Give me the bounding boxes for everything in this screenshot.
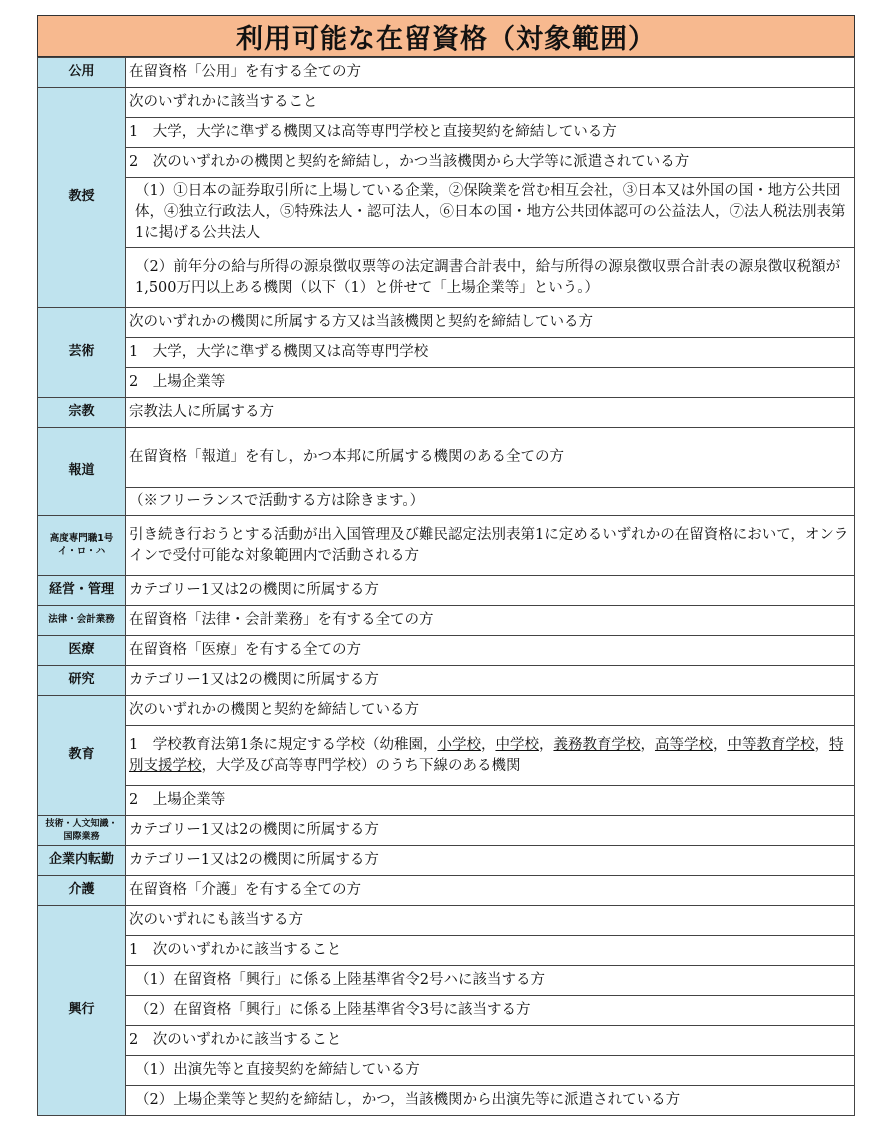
category-label: 経営・管理 [48, 582, 114, 598]
table-row [38, 1086, 855, 1116]
detail-cell: 次のいずれかの機関と契約を締結している方 [126, 696, 855, 726]
underlined-school-type: 小学校 [437, 736, 481, 753]
table-row [38, 696, 855, 726]
detail-cell: （2）在留資格「興行」に係る上陸基準省令3号に該当する方 [126, 996, 855, 1026]
category-cell [38, 428, 126, 516]
detail-cell: 宗教法人に所属する方 [126, 398, 855, 428]
detail-cell: カテゴリー1又は2の機関に所属する方 [126, 816, 855, 846]
detail-cell: 1 大学，大学に準ずる機関又は高等専門学校 [126, 338, 855, 368]
detail-cell: 2 上場企業等 [126, 368, 855, 398]
category-label: 宗教 [68, 404, 95, 420]
category-label: 医療 [68, 642, 95, 658]
table-row [38, 846, 855, 876]
detail-cell: 1 次のいずれかに該当すること [126, 936, 855, 966]
table-row [38, 308, 855, 338]
table-row [38, 488, 855, 516]
category-cell [38, 58, 126, 88]
detail-cell: 在留資格「公用」を有する全ての方 [126, 58, 855, 88]
sheet-title: 利用可能な在留資格（対象範囲） [37, 15, 855, 57]
table-row [38, 398, 855, 428]
detail-cell: 1 大学，大学に準ずる機関又は高等専門学校と直接契約を締結している方 [126, 118, 855, 148]
category-label: 介護 [68, 882, 95, 898]
detail-cell: （2）前年分の給与所得の源泉徴収票等の法定調書合計表中，給与所得の源泉徴収票合計表の源泉徴収税額が1,500万円以上ある機関（以下（1）と併せて「上場企業等」という。） [126, 248, 855, 308]
category-cell [38, 88, 126, 308]
table-row [38, 666, 855, 696]
category-label: 教授 [68, 189, 95, 205]
detail-cell: （1）在留資格「興行」に係る上陸基準省令2号ハに該当する方 [126, 966, 855, 996]
detail-text: ， [712, 736, 728, 753]
table-row [38, 606, 855, 636]
detail-cell: 在留資格「介護」を有する全ての方 [126, 876, 855, 906]
table-row [38, 58, 855, 88]
table-row [38, 876, 855, 906]
table-row [38, 338, 855, 368]
detail-text: ， [538, 736, 554, 753]
table-row [38, 936, 855, 966]
category-cell [38, 846, 126, 876]
table-row [38, 368, 855, 398]
detail-text: ， [640, 736, 655, 753]
underlined-school-type: 高等学校 [654, 736, 713, 753]
eligibility-sheet [37, 15, 855, 1116]
table-row [38, 178, 855, 248]
category-label: 公用 [68, 64, 95, 80]
category-label-line2: 国際業務 [63, 831, 100, 842]
underlined-school-type: 義務教育学校 [553, 736, 641, 753]
table-row [38, 118, 855, 148]
detail-cell: 次のいずれかの機関に所属する方又は当該機関と契約を締結している方 [126, 308, 855, 338]
eligibility-table [37, 57, 855, 1116]
table-row [38, 428, 855, 488]
category-label: 技術・人文知識・ [45, 819, 118, 830]
underlined-school-type: 中等教育学校 [727, 736, 815, 753]
underlined-school-type: 中学校 [495, 736, 539, 753]
category-label: 興行 [68, 1002, 95, 1018]
detail-cell: 次のいずれにも該当する方 [126, 906, 855, 936]
table-row [38, 1026, 855, 1056]
detail-cell: カテゴリー1又は2の機関に所属する方 [126, 666, 855, 696]
category-cell [38, 308, 126, 398]
detail-cell: 次のいずれかに該当すること [126, 88, 855, 118]
category-label: 芸術 [68, 344, 95, 360]
detail-cell: 在留資格「医療」を有する全ての方 [126, 636, 855, 666]
table-row [38, 248, 855, 308]
detail-text: ，大学及び高等専門学校）のうち下線のある機関 [201, 757, 521, 774]
table-row [38, 148, 855, 178]
detail-cell: 2 次のいずれかに該当すること [126, 1026, 855, 1056]
detail-cell: （2）上場企業等と契約を締結し，かつ，当該機関から出演先等に派遣されている方 [126, 1086, 855, 1116]
category-cell [38, 816, 126, 846]
category-label-line2: イ・ロ・ハ [57, 545, 106, 557]
detail-cell: （1）①日本の証券取引所に上場している企業，②保険業を営む相互会社，③日本又は外国の国・地方公共団体，④独立行政法人，⑤特殊法人・認可法人，⑥日本の国・地方公共団体認可の公益法人，⑦法人税法別表第1に掲げる公共法人 [126, 178, 855, 248]
table-row [38, 906, 855, 936]
category-cell [38, 398, 126, 428]
table-row [38, 88, 855, 118]
table-row [38, 726, 855, 786]
table-row [38, 996, 855, 1026]
category-cell [38, 696, 126, 816]
table-row [38, 1056, 855, 1086]
category-cell [38, 906, 126, 1116]
detail-cell: 2 次のいずれかの機関と契約を締結し，かつ当該機関から大学等に派遣されている方 [126, 148, 855, 178]
category-cell [38, 576, 126, 606]
detail-text: ， [480, 736, 496, 753]
category-label: 高度専門職1号 [49, 532, 114, 544]
table-row [38, 966, 855, 996]
category-cell [38, 666, 126, 696]
category-cell [38, 876, 126, 906]
table-row [38, 576, 855, 606]
category-label: 教育 [68, 747, 95, 763]
detail-cell: カテゴリー1又は2の機関に所属する方 [126, 576, 855, 606]
detail-cell: カテゴリー1又は2の機関に所属する方 [126, 846, 855, 876]
category-label: 研究 [68, 672, 95, 688]
detail-text: 1 学校教育法第1条に規定する学校（幼稚園， [129, 736, 438, 753]
table-row [38, 636, 855, 666]
detail-cell: 引き続き行おうとする活動が出入国管理及び難民認定法別表第1に定めるいずれかの在留資格において，オンラインで受付可能な対象範囲内で活動される方 [126, 516, 855, 576]
detail-cell [126, 726, 855, 786]
detail-cell: 在留資格「法律・会計業務」を有する全ての方 [126, 606, 855, 636]
category-label: 報道 [68, 463, 95, 479]
detail-cell: （1）出演先等と直接契約を締結している方 [126, 1056, 855, 1086]
category-label: 法律・会計業務 [48, 614, 115, 626]
detail-cell: 在留資格「報道」を有し，かつ本邦に所属する機関のある全ての方 [126, 428, 855, 488]
underlined-school-type: 特別支援学校 [129, 736, 844, 774]
table-row [38, 516, 855, 576]
category-label: 企業内転勤 [48, 852, 114, 868]
table-row [38, 816, 855, 846]
category-cell [38, 636, 126, 666]
detail-text: ， [814, 736, 829, 753]
category-cell [38, 606, 126, 636]
detail-cell: 2 上場企業等 [126, 786, 855, 816]
detail-cell: （※フリーランスで活動する方は除きます。） [126, 488, 855, 516]
category-cell [38, 516, 126, 576]
table-row [38, 786, 855, 816]
